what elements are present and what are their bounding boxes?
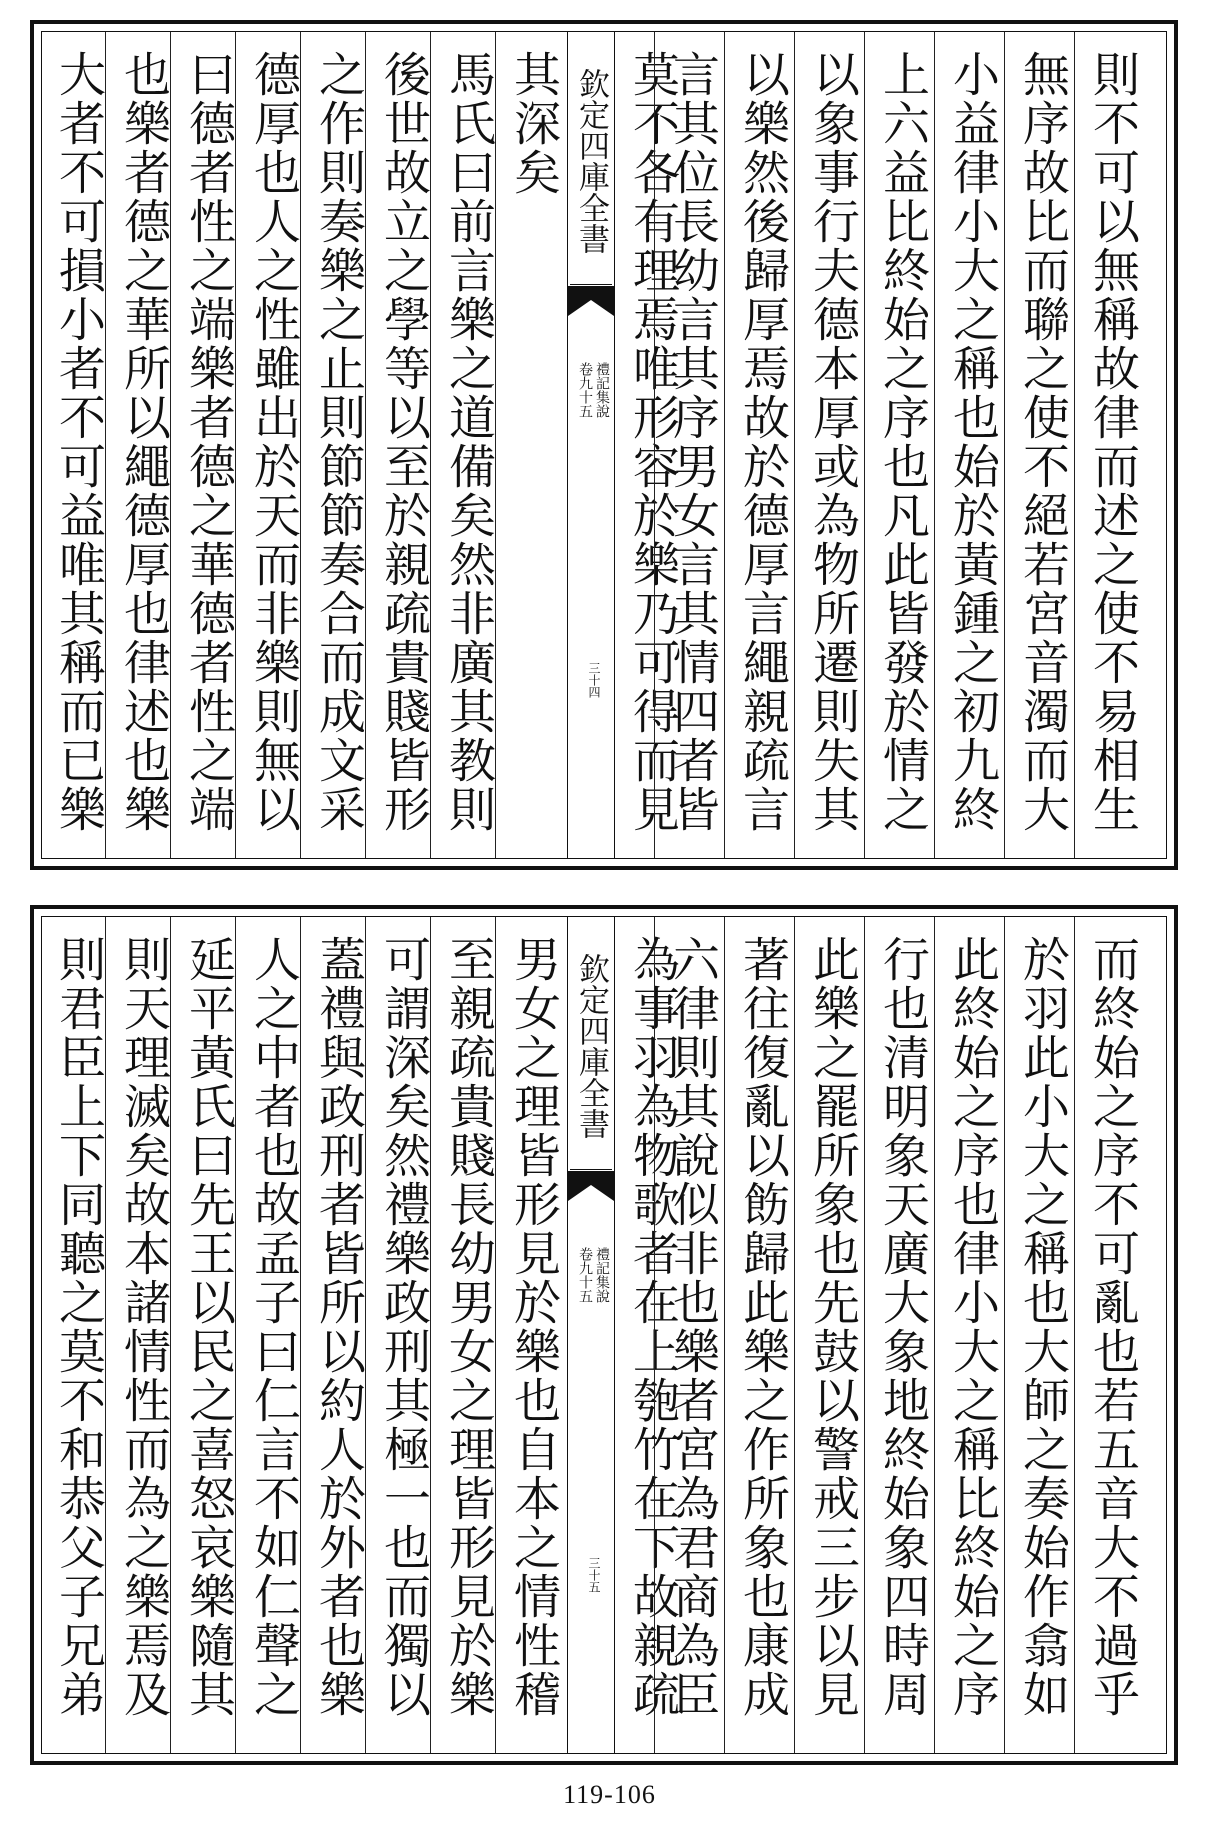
column-rule: [105, 32, 106, 858]
column-rule: [365, 32, 366, 858]
column-rule: [794, 917, 795, 1753]
column-rule: [365, 917, 366, 1753]
text-column: 著往復亂以飭歸此樂之作所象也康成: [735, 935, 790, 1719]
column-rule: [864, 917, 865, 1753]
text-column: 則君臣上下同聽之莫不和恭父子兄弟: [51, 935, 106, 1719]
text-column: 也樂者德之華所以繩德厚也律述也樂: [116, 50, 171, 834]
text-column: 蓋禮與政刑者皆所以約人於外者也樂: [311, 935, 366, 1719]
text-column: 德厚也人之性雖出於天而非樂則無以: [246, 50, 301, 834]
column-rule: [495, 32, 496, 858]
text-column: 小益律小大之稱也始於黃鍾之初九終: [945, 50, 1000, 834]
text-column: 之作則奏樂之止則節節奏合而成文采: [311, 50, 366, 834]
text-column: 無序故比而聯之使不絕若宮音濁而大: [1015, 50, 1070, 834]
column-rule: [1004, 32, 1005, 858]
column-rule: [654, 32, 655, 858]
page-frame-bottom: [41, 916, 1167, 1754]
book-name: 禮記集說: [594, 362, 610, 418]
text-column: 以樂然後歸厚焉故於德厚言繩親疏言: [735, 50, 790, 834]
text-column: 男女之理皆形見於樂也自本之情性稽: [506, 935, 561, 1719]
column-rule: [170, 917, 171, 1753]
text-column: 而終始之序不可亂也若五音大不過乎: [1085, 935, 1140, 1719]
column-rule: [654, 917, 655, 1753]
column-rule: [235, 32, 236, 858]
text-column: 六律則其說似非也樂者宮為君商為臣: [665, 935, 720, 1719]
text-column: 人之中者也故孟子曰仁言不如仁聲之: [246, 935, 301, 1719]
volume-number: 卷九十五: [577, 1247, 593, 1303]
text-column: 延平黃氏曰先王以民之喜怒哀樂隨其: [181, 935, 236, 1719]
center-fold-strip: [567, 917, 615, 1753]
page-number-footer: 119-106: [563, 1780, 656, 1809]
column-rule: [495, 917, 496, 1753]
text-column: 言其位長幼言其序男女言其情四者皆: [665, 50, 720, 834]
column-rule: [934, 32, 935, 858]
text-column: 於羽此小大之稱也大師之奏始作翕如: [1015, 935, 1070, 1719]
volume-number: 卷九十五: [577, 362, 593, 418]
fish-tail-mark: [568, 286, 614, 316]
column-rule: [105, 917, 106, 1753]
text-column: 莫不各有理焉唯形容於樂乃可得而見: [625, 50, 680, 834]
column-rule: [934, 917, 935, 1753]
center-fold-strip: [567, 32, 615, 858]
text-column: 其深矣: [506, 50, 561, 197]
text-column: 至親疏貴賤長幼男女之理皆形見於樂: [441, 935, 496, 1719]
text-column: 可謂深矣然禮樂政刑其極一也而獨以: [376, 935, 431, 1719]
text-column: 上六益比終始之序也凡此皆發於情之: [875, 50, 930, 834]
column-rule: [864, 32, 865, 858]
scan-page-bottom: [30, 905, 1178, 1765]
text-column: 此樂之罷所象也先鼓以警戒三步以見: [805, 935, 860, 1719]
text-column: 馬氏曰前言樂之道備矣然非廣其教則: [441, 50, 496, 834]
fish-tail-mark: [568, 1171, 614, 1201]
text-column: 大者不可損小者不可益唯其稱而已樂: [51, 50, 106, 834]
book-info: [572, 1247, 610, 1387]
page-frame-top: [41, 31, 1167, 859]
scan-page-top: [30, 20, 1178, 870]
text-column: 行也清明象天廣大象地終始象四時周: [875, 935, 930, 1719]
book-title: 欽定四庫全書: [570, 923, 612, 1170]
leaf-number: 三十四: [587, 662, 601, 698]
text-column: 此終始之序也律小大之稱比終始之序: [945, 935, 1000, 1719]
column-rule: [1004, 917, 1005, 1753]
text-column: 為事羽為物歌者在上匏竹在下故親疏: [625, 935, 680, 1719]
column-rule: [430, 32, 431, 858]
column-rule: [300, 917, 301, 1753]
book-info: [572, 362, 610, 502]
column-rule: [724, 32, 725, 858]
book-name: 禮記集說: [594, 1247, 610, 1303]
column-rule: [794, 32, 795, 858]
column-rule: [1074, 32, 1075, 858]
column-rule: [170, 32, 171, 858]
column-rule: [300, 32, 301, 858]
column-rule: [235, 917, 236, 1753]
column-rule: [430, 917, 431, 1753]
leaf-number: 三十五: [587, 1557, 601, 1593]
column-rule: [1074, 917, 1075, 1753]
text-column: 則天理滅矣故本諸情性而為之樂焉及: [116, 935, 171, 1719]
text-column: 則不可以無稱故律而述之使不易相生: [1085, 50, 1140, 834]
column-rule: [724, 917, 725, 1753]
text-column: 以象事行夫德本厚或為物所遷則失其: [805, 50, 860, 834]
text-column: 後世故立之學等以至於親疏貴賤皆形: [376, 50, 431, 834]
text-column: 曰德者性之端樂者德之華德者性之端: [181, 50, 236, 834]
book-title: 欽定四庫全書: [570, 38, 612, 285]
